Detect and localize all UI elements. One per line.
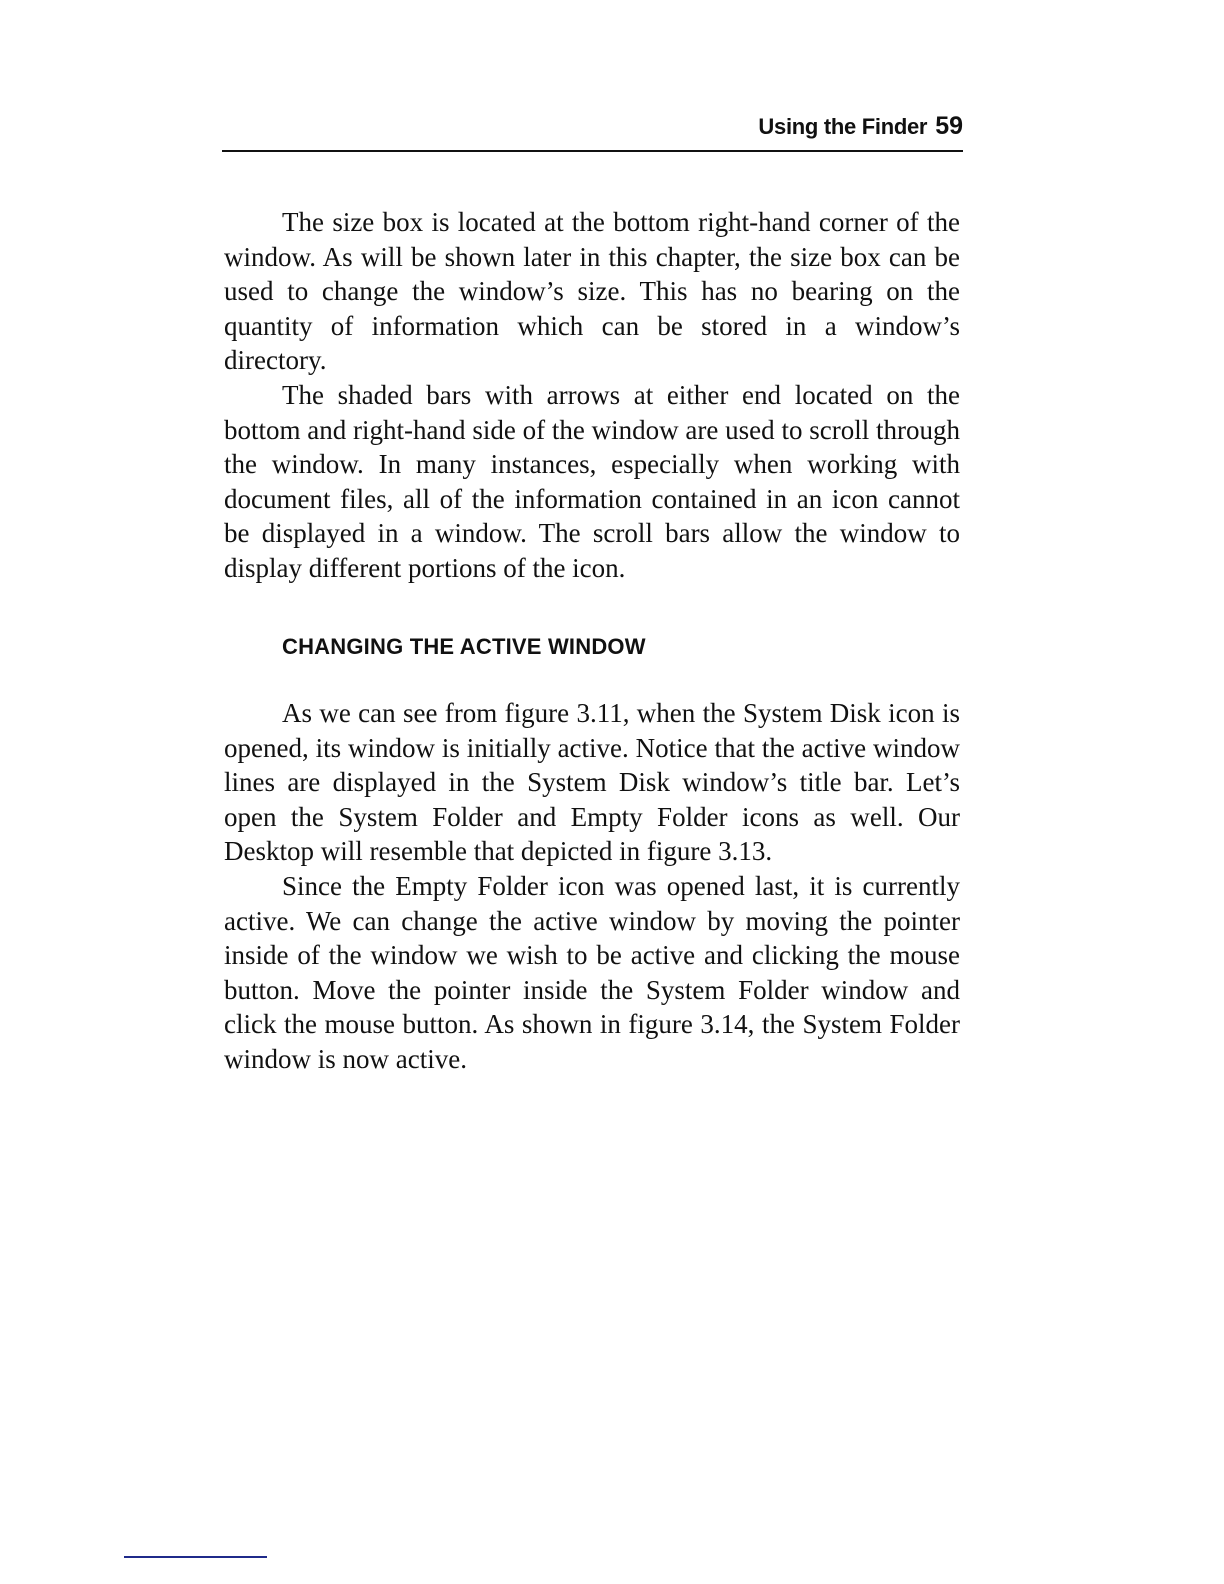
body-text-after-heading <box>224 696 960 1077</box>
section-heading: CHANGING THE ACTIVE WINDOW <box>282 634 646 659</box>
running-header <box>222 112 963 152</box>
paragraph-system-disk-active: As we can see from figure 3.11, when the System Disk icon is opened, its window is initially active. Notice that the active window lines are displayed in the System Disk window’s title bar. Let’s open the System Folder and Empty Folder icons as well. Our Desktop will resemble that depicted in figure 3.13. <box>224 698 960 867</box>
page-number: 59 <box>935 112 963 140</box>
paragraph-size-box: The size box is located at the bottom right-hand corner of the window. As will be shown later in this chapter, the size box can be used to change the window’s size. This has no bearing on the quantity of information which can be stored in a window’s directory. <box>224 207 960 376</box>
header-section-title: Using the Finder <box>758 114 928 139</box>
paragraph-scroll-bars: The shaded bars with arrows at either end located on the bottom and right-hand side of the window are used to scroll through the window. In many instances, especially when working with document files, all of the information contained in an icon cannot be displayed in a window. The scroll bars allow the window to display different portions of the icon. <box>224 379 960 583</box>
paragraph-change-active-window: Since the Empty Folder icon was opened last, it is currently active. We can change the active window by moving the pointer inside of the window we wish to be active and clicking the mouse button. Move the pointer inside the System Folder window and click the mouse button. As shown in figure 3.14, the System Folder window is now active. <box>224 870 960 1074</box>
body-text-before-heading <box>224 205 960 586</box>
scan-edge-line <box>124 1556 267 1558</box>
